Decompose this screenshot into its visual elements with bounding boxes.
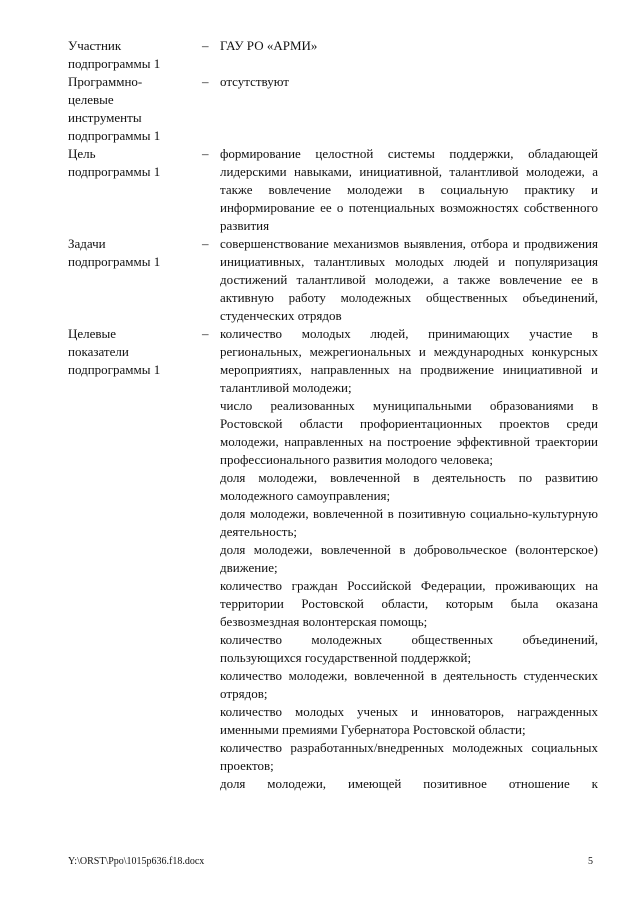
row-content <box>220 235 598 325</box>
row-dash: – <box>202 326 209 341</box>
row-label: Задачи подпрограммы 1 <box>68 236 161 269</box>
row-instruments <box>68 73 598 145</box>
row-label: Цель подпрограммы 1 <box>68 146 161 179</box>
row-dash: – <box>202 146 209 161</box>
row-goal <box>68 145 598 235</box>
row-participant <box>68 37 598 73</box>
footer-page-number: 5 <box>588 856 593 867</box>
row-content <box>220 325 598 793</box>
indicator-paragraph: количество молодых ученых и инноваторов, награжденных именными премиями Губернатора Ростовской области; <box>220 704 598 737</box>
row-paragraph: совершенствование механизмов выявления, отбора и продвижения инициативных, талантливых молодых людей и популяризация достижений талантливой молодежи, а также вовлечение ее в активную работу молодежных общественных объединений, студенческих отрядов <box>220 236 598 323</box>
row-label: Программно- целевые инструменты подпрограммы 1 <box>68 74 161 143</box>
row-content <box>220 37 598 55</box>
passport-table <box>68 37 598 793</box>
row-dash: – <box>202 38 209 53</box>
row-content <box>220 73 598 91</box>
row-paragraph: ГАУ РО «АРМИ» <box>220 38 318 53</box>
row-dash: – <box>202 74 209 89</box>
row-paragraph: отсутствуют <box>220 74 289 89</box>
row-label: Участник подпрограммы 1 <box>68 38 161 71</box>
row-dash: – <box>202 236 209 251</box>
row-content <box>220 145 598 235</box>
indicator-paragraph: количество молодежных общественных объединений, пользующихся государственной поддержкой; <box>220 632 598 665</box>
indicator-paragraph: доля молодежи, вовлеченной в позитивную социально-культурную деятельность; <box>220 506 598 539</box>
indicator-paragraph: доля молодежи, имеющей позитивное отношение к <box>220 776 598 791</box>
indicator-paragraph: доля молодежи, вовлеченной в деятельность по развитию молодежного самоуправления; <box>220 470 598 503</box>
row-tasks <box>68 235 598 325</box>
indicator-paragraph: количество граждан Российской Федерации, проживающих на территории Ростовской области, которым была оказана безвозмездная волонтерская помощь; <box>220 578 598 629</box>
indicator-paragraph: число реализованных муниципальными образованиями в Ростовской области профориентационных проектов среди молодежи, направленных на построение эффективной траектории профессионального развития молодого человека; <box>220 398 598 467</box>
indicator-paragraph: количество разработанных/внедренных молодежных социальных проектов; <box>220 740 598 773</box>
row-label: Целевые показатели подпрограммы 1 <box>68 326 161 377</box>
row-indicators <box>68 325 598 793</box>
footer-file-path: Y:\ORST\Ppo\1015p636.f18.docx <box>68 856 205 867</box>
indicator-paragraph: количество молодых людей, принимающих участие в региональных, межрегиональных и международных конкурсных мероприятиях, направленных на продвижение инициативной и талантливой молодежи; <box>220 326 598 395</box>
indicator-paragraph: доля молодежи, вовлеченной в добровольческое (волонтерское) движение; <box>220 542 598 575</box>
indicator-paragraph: количество молодежи, вовлеченной в деятельность студенческих отрядов; <box>220 668 598 701</box>
row-paragraph: формирование целостной системы поддержки, обладающей лидерскими навыками, инициативной, талантливой молодежи, а также вовлечение молодежи в социальную практику и информирование ее о потенциальных возможностях собственного развития <box>220 146 598 233</box>
